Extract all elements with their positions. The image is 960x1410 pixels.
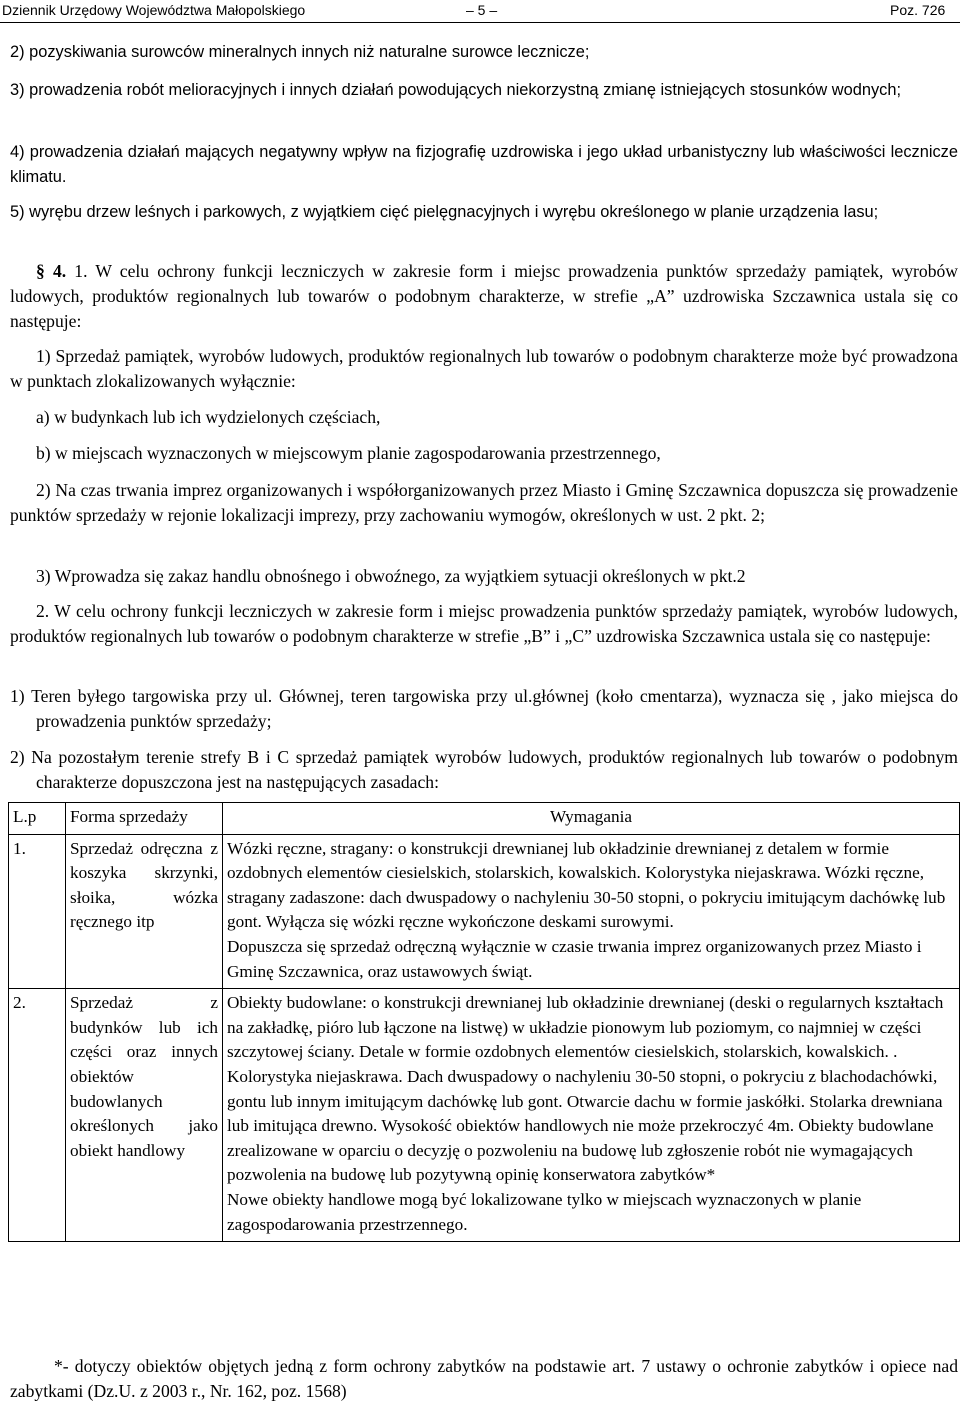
row-number: 1. — [9, 834, 66, 989]
column-header-lp: L.p — [9, 803, 66, 835]
requirements-cell — [223, 989, 960, 1242]
requirement-text: Obiekty budowlane: o konstrukcji drewnianej lub okładzinie drewnianej (deski o regularnych kształtach na zakładkę, pióro lub łączone na listwę) w układzie pionowym lub poziomym, co najmniej w części szczytowej ściany. Detale w formie ozdobnych elementów ciesielskich, stolarskich, kowalskich. . Kolorystyka niejaskrawa. Dach dwuspadowy o nachyleniu 30-50 stopni, o pokryciu z blachodachówki, gontu lub innym imitującym dachówkę lub gont. Otwarcie dachu w formie jaskółki. Stolarka drewniana lub imitująca drewno. Wysokość obiektów handlowych nie może przekroczyć 4m. Obiekty budowlane zrealizowane w oparciu o decyzję o pozwoleniu na budowę lub zgłoszenie robót nie wymagających pozwolenia na budowę lub pozytywną opinię konserwatora zabytków* — [227, 993, 944, 1185]
list-item: 1) Teren byłego targowiska przy ul. Głównej, teren targowiska przy ul.głównej (koło cmentarza), wyznacza się , jako miejsca do prowadzenia punktów sprzedaży; — [10, 686, 958, 731]
section-4-paragraph-2: 2. W celu ochrony funkcji leczniczych w zakresie form i miejsc prowadzenia punktów sprzedaży pamiątek, wyrobów ludowych, produktów regionalnych lub towarów o podobnym charakterze w strefie „B” i „C” uzdrowiska Szczawnica ustala się co następuje: — [10, 601, 958, 646]
page-header — [0, 0, 960, 23]
list-item: 2) Na czas trwania imprez organizowanych i współorganizowanych przez Miasto i Gminę Szczawnica dopuszcza się prowadzenie punktów sprzedaży w rejonie lokalizacji imprezy, przy zachowaniu wymogów, określonych w ust. 2 pkt. 2; — [10, 480, 958, 525]
list-item: a) w budynkach lub ich wydzielonych częściach, — [36, 407, 381, 427]
list-item: 3) Wprowadza się zakaz handlu obnośnego i obwoźnego, za wyjątkiem sytuacji określonych w pkt.2 — [36, 566, 746, 586]
paragraph-number: 1. — [74, 261, 88, 281]
requirements-cell — [223, 834, 960, 989]
column-header-form: Forma sprzedaży — [66, 803, 223, 835]
table-row — [9, 989, 960, 1242]
list-item: 3) prowadzenia robót melioracyjnych i innych działań powodujących niekorzystną zmianę istniejących stosunków wodnych; — [10, 81, 902, 99]
list-item: 1) Sprzedaż pamiątek, wyrobów ludowych, produktów regionalnych lub towarów o podobnym charakterze może być prowadzona w punktach zlokalizowanych wyłącznie: — [10, 346, 958, 391]
page-number: – 5 – — [466, 2, 498, 18]
column-header-requirements: Wymagania — [223, 803, 960, 835]
row-number: 2. — [9, 989, 66, 1242]
list-item: 5) wyrębu drzew leśnych i parkowych, z wyjątkiem cięć pielęgnacyjnych i wyrębu określonego w planie urządzenia lasu; — [10, 203, 879, 221]
paragraph-text: W celu ochrony funkcji leczniczych w zakresie form i miejsc prowadzenia punktów sprzedaży pamiątek, wyrobów ludowych, produktów regionalnych lub towarów o podobnym charakterze, w strefie „A” uzdrowiska Szczawnica ustala się co następuje: — [10, 261, 958, 331]
requirements-table — [8, 802, 960, 1242]
requirement-text: Dopuszcza się sprzedaż odręczną wyłącznie w czasie trwania imprez organizowanych przez Miasto i Gminę Szczawnica, oraz ustawowych świąt. — [227, 936, 922, 981]
sale-form: Sprzedaż z budynków lub ich części oraz innych obiektów budowlanych określonych jako obiekt handlowy — [66, 989, 223, 1242]
table-header-row — [9, 803, 960, 835]
sale-form: Sprzedaż odręczna z koszyka skrzynki, słoika, wózka ręcznego itp — [66, 834, 223, 989]
list-item: 2) Na pozostałym terenie strefy B i C sprzedaż pamiątek wyrobów ludowych, produktów regionalnych lub towarów o podobnym charakterze dopuszczona jest na następujących zasadach: — [10, 747, 958, 792]
table-row — [9, 834, 960, 989]
journal-title: Dziennik Urzędowy Województwa Małopolskiego — [2, 2, 306, 18]
section-mark: § 4. — [36, 261, 67, 281]
requirement-text: Wózki ręczne, stragany: o konstrukcji drewnianej lub okładzinie drewnianej z detalem w formie ozdobnych elementów ciesielskich, stolarskich, kowalskich. Kolorystyka niejaskrawa. Wózki ręczne, stragany zadaszone: dach dwuspadowy o nachyleniu 30-50 stopni, o pokryciu imitującym dachówkę lub gont. Wyłącza się wózki ręczne wykończone deskami surowymi. — [227, 838, 946, 932]
footnote: *- dotyczy obiektów objętych jedną z form ochrony zabytków na podstawie art. 7 ustawy o ochronie zabytków i opiece nad zabytkami (Dz.U. z 2003 r., Nr. 162, poz. 1568) — [10, 1356, 958, 1401]
position-number: Poz. 726 — [890, 2, 946, 18]
list-item: 2) pozyskiwania surowców mineralnych innych niż naturalne surowce lecznicze; — [10, 43, 590, 61]
list-item: 4) prowadzenia działań mających negatywny wpływ na fizjografię uzdrowiska i jego układ urbanistyczny lub właściwości lecznicze klimatu. — [10, 143, 958, 186]
list-item: b) w miejscach wyznaczonych w miejscowym planie zagospodarowania przestrzennego, — [36, 443, 661, 463]
section-4-paragraph-1 — [10, 259, 958, 334]
requirement-text: Nowe obiekty handlowe mogą być lokalizowane tylko w miejscach wyznaczonych w planie zagospodarowania przestrzennego. — [227, 1189, 862, 1234]
